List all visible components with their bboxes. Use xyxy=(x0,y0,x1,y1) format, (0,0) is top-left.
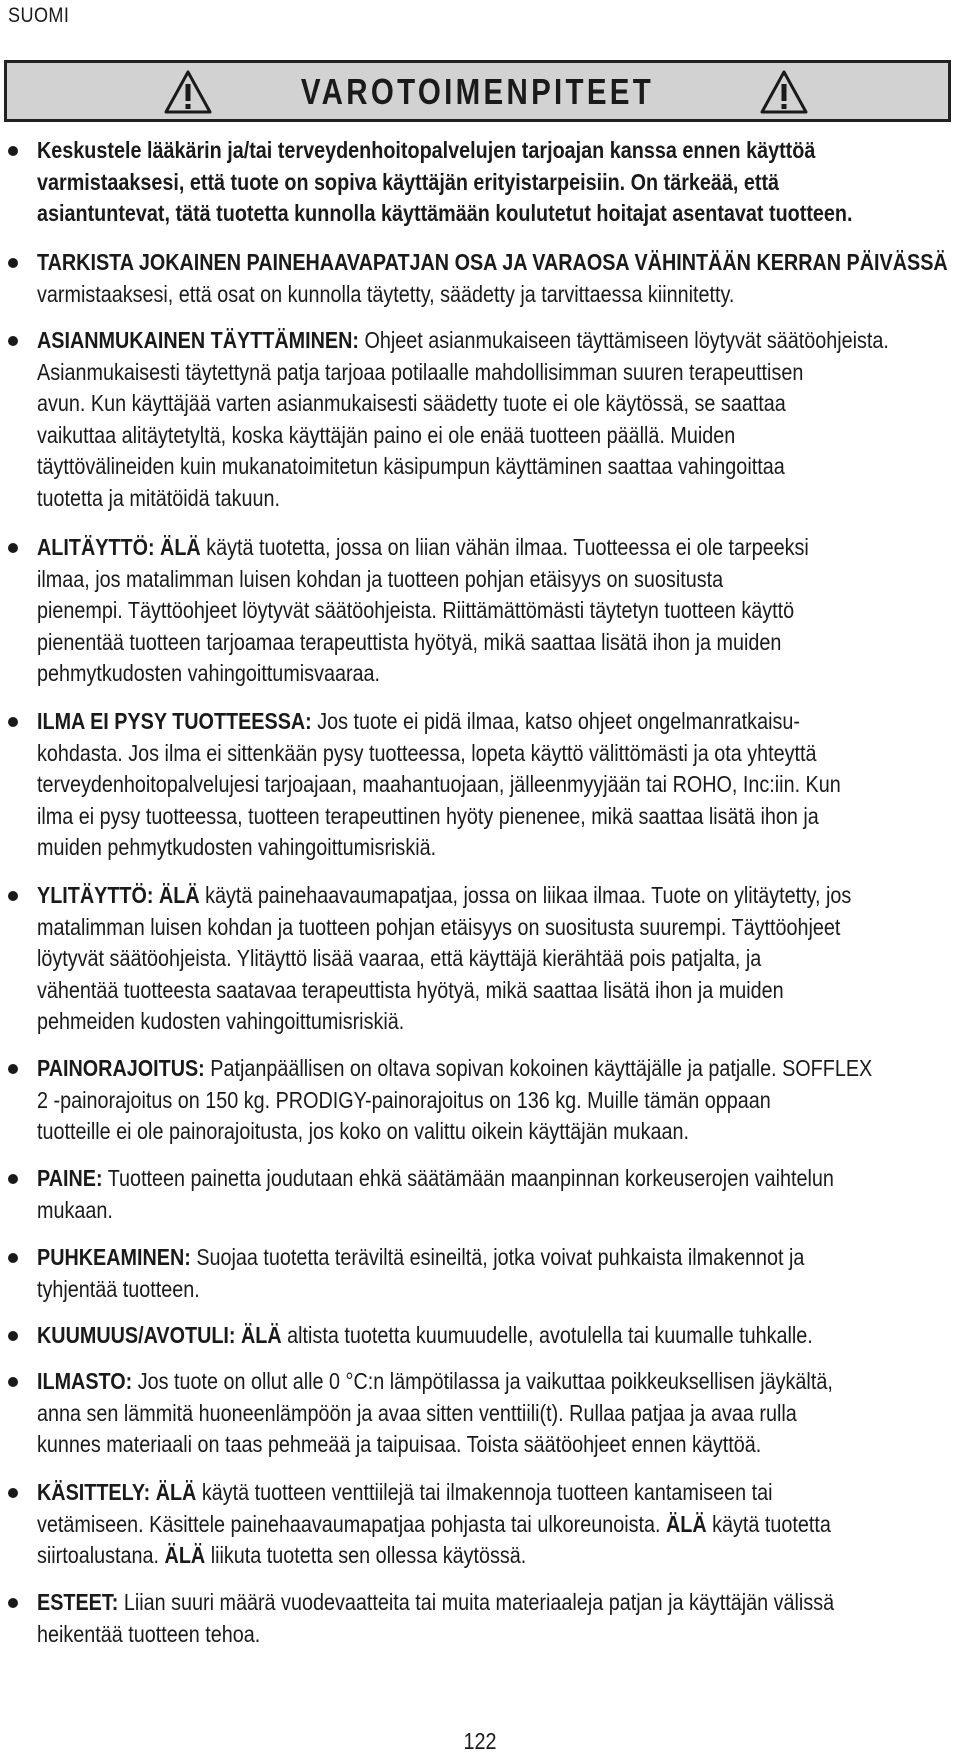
item-body: Liian suuri määrä vuodevaatteita tai muita materiaaleja patjan ja käyttäjän välissä heikentää tuotteen tehoa. xyxy=(37,1589,835,1647)
bullet-icon xyxy=(8,1064,18,1074)
item-text xyxy=(37,1320,949,1352)
item-body: käytä tuotetta, jossa on liian vähän ilmaa. Tuotteessa ei ole tarpeeksi ilmaa, jos matalimman luisen kohdan ja tuotteen pohjan etäisyys on suositusta pienempi. Täyttöohjeet löytyvät säätöohjeista. Riittämättömästi täytetyn tuotteen käyttö pienentää tuotteen tarjoamaa terapeuttista hyötyä, mikä saattaa lisätä ihon ja muiden pehmytkudosten vahingoittumisvaaraa. xyxy=(37,534,809,686)
item-text xyxy=(37,1163,949,1226)
item-lead: PAINORAJOITUS: xyxy=(37,1055,205,1081)
bullet-icon xyxy=(8,1331,18,1341)
item-text xyxy=(37,1053,949,1148)
item-lead: PAINE: xyxy=(37,1165,103,1191)
item-body: Ohjeet asianmukaiseen täyttämiseen löytyvät säätöohjeista. Asianmukaisesti täytettynä patja tarjoaa potilaalle mahdollisimman suuren terapeuttisen avun. Kun käyttäjää varten asianmukaisesti säädetty tuote ei ole käytössä, se saattaa vaikuttaa alitäytetyltä, koska käyttäjän paino ei ole enää tuotteen päällä. Muiden täyttövälineiden kuin mukanatoimitetun käsipumpun käyttäminen saattaa vahingoittaa tuotetta ja mitätöidä takuun. xyxy=(37,327,889,511)
language-label: SUOMI xyxy=(8,4,70,27)
item-text xyxy=(37,532,949,690)
item-body: altista tuotetta kuumuudelle, avotulella tai kuumalle tuhkalle. xyxy=(281,1322,813,1348)
item-text xyxy=(37,1477,949,1572)
warning-banner xyxy=(4,60,951,122)
item-emphasis: ÄLÄ xyxy=(164,1542,206,1568)
bullet-icon xyxy=(8,1488,18,1498)
item-text: Keskustele lääkärin ja/tai terveydenhoitopalvelujen tarjoajan kanssa ennen käyttöä varmistaaksesi, että tuote on sopiva käyttäjän erityistarpeisiin. On tärkeää, että asiantuntevat, tätä tuotetta kunnolla käyttämään koulutetut hoitajat asentavat tuotteen. xyxy=(37,137,853,226)
item-text xyxy=(37,1587,949,1650)
item-lead: ILMASTO: xyxy=(37,1368,133,1394)
item-lead: PUHKEAMINEN: xyxy=(37,1244,191,1270)
bullet-icon xyxy=(8,1377,18,1387)
item-body: liikuta tuotetta sen ollessa käytössä. xyxy=(205,1542,527,1568)
item-text xyxy=(37,1242,949,1305)
item-body: Jos tuote on ollut alle 0 °C:n lämpötilassa ja vaikuttaa poikkeuksellisen jäykältä, anna sen lämmitä huoneenlämpöön ja avaa sitten venttiili(t). Rullaa patjaa ja avaa rulla kunnes materiaali on taas pehmeää ja taipuisaa. Toista säätöohjeet ennen käyttöä. xyxy=(37,1368,833,1457)
banner-title: VAROTOIMENPITEET xyxy=(300,71,655,112)
item-lead: KUUMUUS/AVOTULI: ÄLÄ xyxy=(37,1322,282,1348)
item-text xyxy=(37,325,949,514)
page-number: 122 xyxy=(463,1728,497,1754)
item-body: käytä painehaavaumapatjaa, jossa on liikaa ilmaa. Tuote on ylitäytetty, jos matalimman luisen kohdan ja tuotteen pohjan etäisyys on suositusta suurempi. Täyttöohjeet löytyvät säätöohjeista. Ylitäyttö lisää vaaraa, että käyttäjä kierähtää pois patjalta, ja vähentää tuotteesta saatavaa terapeuttista hyötyä, mikä saattaa lisätä ihon ja muiden pehmeiden kudosten vahingoittumisriskiä. xyxy=(37,882,852,1034)
bullet-icon xyxy=(8,543,18,553)
item-emphasis: ÄLÄ xyxy=(665,1510,707,1537)
item-text xyxy=(37,706,949,864)
item-body: Patjanpäällisen on oltava sopivan kokoinen käyttäjälle ja patjalle. SOFFLEX 2 -painorajoitus on 150 kg. PRODIGY-painorajoitus on 136 kg. Muille tämän oppaan tuotteille ei ole painorajoitusta, jos koko on valittu oikein käyttäjän mukaan. xyxy=(37,1055,873,1144)
bullet-icon xyxy=(8,146,18,156)
bullet-icon xyxy=(8,258,18,268)
item-lead: ALITÄYTTÖ: ÄLÄ xyxy=(37,534,201,560)
item-lead: YLITÄYTTÖ: ÄLÄ xyxy=(37,882,200,908)
item-text xyxy=(37,1366,949,1461)
item-lead: ASIANMUKAINEN TÄYTTÄMINEN: xyxy=(37,327,359,353)
bullet-icon xyxy=(8,717,18,727)
item-body: Tuotteen painetta joudutaan ehkä säätämään maanpinnan korkeuserojen vaihtelun mukaan. xyxy=(37,1165,834,1223)
bullet-icon xyxy=(8,1174,18,1184)
item-lead: KÄSITTELY: ÄLÄ xyxy=(37,1479,197,1505)
item-lead: ILMA EI PYSY TUOTTEESSA: xyxy=(37,708,312,734)
bullet-icon xyxy=(8,1598,18,1608)
item-body: Jos tuote ei pidä ilmaa, katso ohjeet ongelmanratkaisu- kohdasta. Jos ilma ei sittenkään pysy tuotteessa, lopeta käyttö välittömästi ja ota yhteyttä terveydenhoitopalvelujesi tarjoajaan, maahantuojaan, jälleenmyyjään tai ROHO, Inc:iin. Kun ilma ei pysy tuotteessa, tuotteen terapeuttinen hyöty pienenee, mikä saattaa lisätä ihon ja muiden pehmytkudosten vahingoittumisriskiä. xyxy=(37,708,841,860)
item-body: varmistaaksesi, että osat on kunnolla täytetty, säädetty ja tarvittaessa kiinnitetty. xyxy=(37,280,735,307)
item-text xyxy=(37,880,949,1038)
item-body: käytä tuotteen venttiilejä tai ilmakennoja tuotteen kantamiseen tai vetämiseen. Käsittele painehaavaumapatjaa pohjasta tai ulkoreunoista. xyxy=(37,1479,773,1537)
item-body: käytä tuotetta siirtoalustana. xyxy=(37,1510,831,1568)
warning-triangle-icon xyxy=(759,69,809,115)
bullet-icon xyxy=(8,891,18,901)
item-body: Suojaa tuotetta teräviltä esineiltä, jotka voivat puhkaista ilmakennot ja tyhjentää tuotteen. xyxy=(37,1244,805,1302)
bullet-icon xyxy=(8,1253,18,1263)
bullet-icon xyxy=(8,336,18,346)
item-text xyxy=(37,247,949,310)
item-lead: ESTEET: xyxy=(37,1589,119,1615)
item-lead: TARKISTA JOKAINEN PAINEHAAVAPATJAN OSA JA VARAOSA VÄHINTÄÄN KERRAN PÄIVÄSSÄ xyxy=(37,249,948,275)
